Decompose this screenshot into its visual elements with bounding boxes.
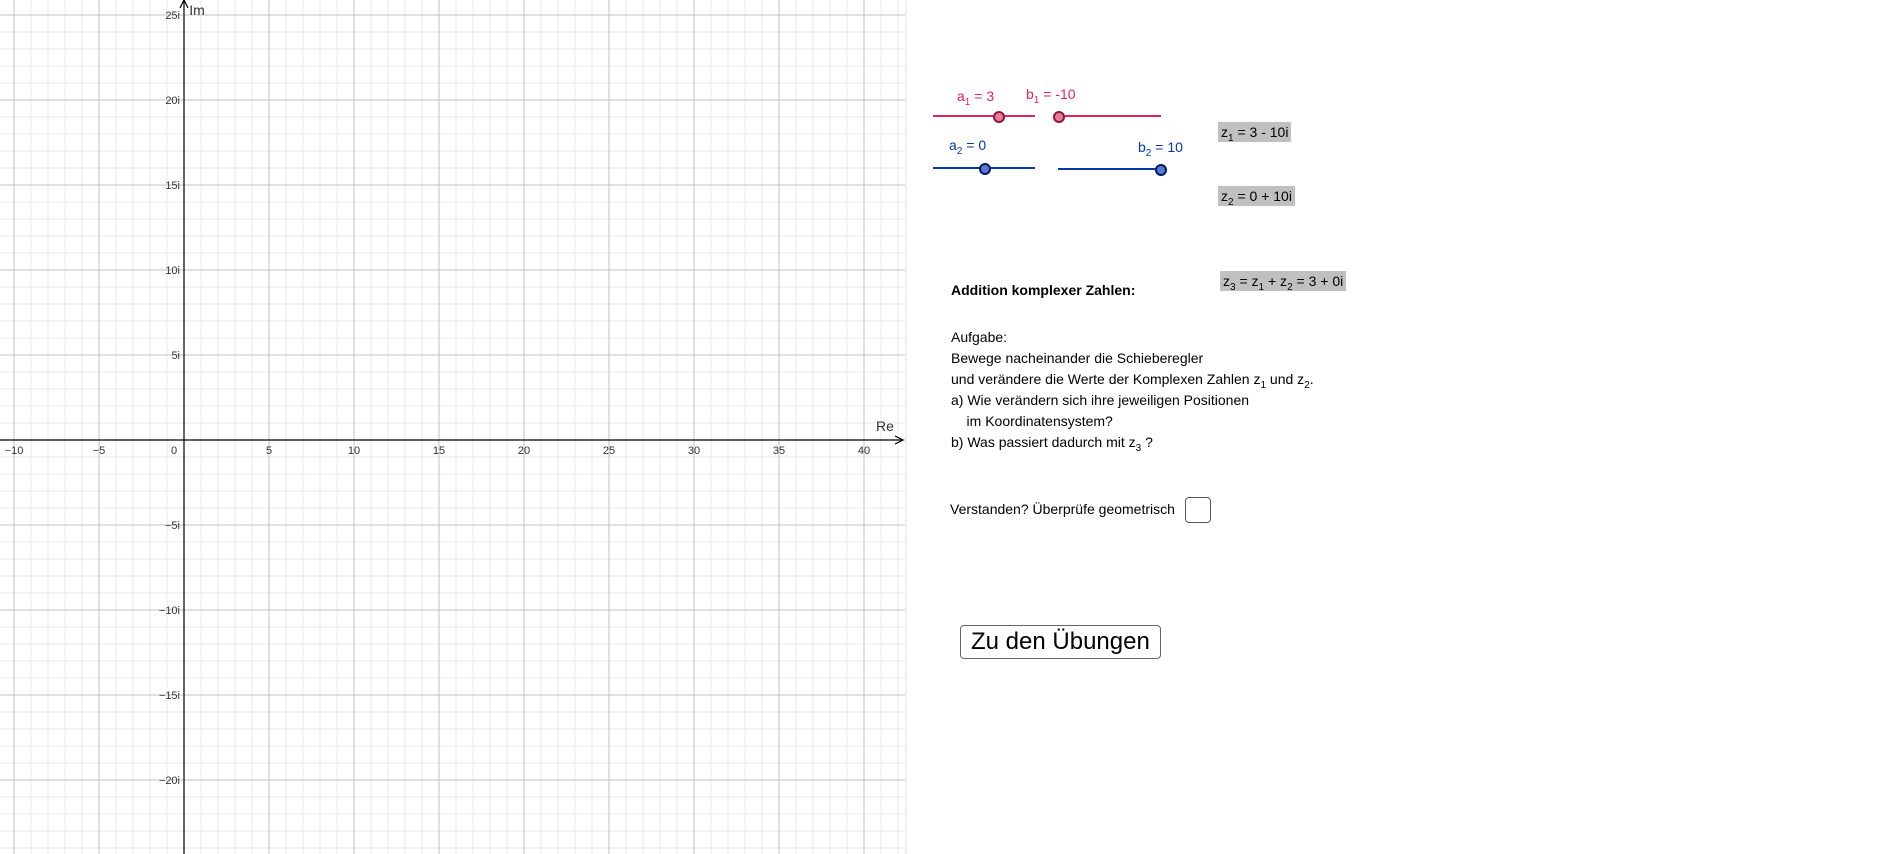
check-geometric-checkbox[interactable] [1185,497,1211,523]
x-tick-label: 10 [347,445,361,457]
x-axis-label: Re [876,418,894,434]
axes [0,0,903,854]
check-label: Verstanden? Überprüfe geometrisch [950,501,1175,517]
y-tick-label: 25i [165,10,180,22]
x-tick-label: 20 [517,445,531,457]
x-tick-label: 35 [772,445,786,457]
x-tick-label: −10 [4,445,24,457]
slider-a1-track[interactable] [933,115,1035,117]
slider-a2-handle[interactable] [979,163,991,175]
heading: Addition komplexer Zahlen: [951,282,1136,298]
task-text: Aufgabe: Bewege nacheinander die Schieberegler und verändere die Werte der Komplexen Zahlen $z_1$ und $z_2$. a) Wie verändern sich ihre jeweiligen Positionen im Koordinatensystem? b) Was passiert dadurch mit $z_3$ ? [951,329,1314,454]
y-tick-label: 20i [165,95,180,107]
x-tick-label: −5 [92,445,106,457]
slider-b1-label: $b_1 = -10$ [1026,86,1076,106]
y-tick-label: −20i [158,775,180,787]
y-tick-label: −15i [158,690,180,702]
x-tick-label: 30 [687,445,701,457]
exercises-button[interactable]: Zu den Übungen [960,625,1161,659]
z3-value: $z_3 = z_1 + z_2 = 3 + 0i$ [1220,271,1346,291]
slider-a1-handle[interactable] [993,111,1005,123]
z2-value: $z_2 = 0 + 10i$ [1218,186,1295,206]
z1-value: $z_1 = 3 - 10i$ [1218,122,1291,142]
y-tick-label: 10i [165,265,180,277]
y-tick-label: 5i [171,350,180,362]
y-tick-label: −10i [158,605,180,617]
coordinate-graph[interactable] [0,0,905,854]
panel-divider [905,0,907,854]
major-grid [0,0,905,854]
x-tick-label: 15 [432,445,446,457]
x-tick-label: 40 [857,445,871,457]
x-tick-label: 25 [602,445,616,457]
slider-a2-label: $a_2 = 0$ [949,137,987,157]
minor-grid [0,0,905,854]
slider-b2-track[interactable] [1058,168,1162,170]
tick-labels [5,2,894,787]
slider-b1-track[interactable] [1057,115,1161,117]
slider-a1-label: $a_1 = 3$ [957,88,995,108]
y-tick-label: −5i [165,520,180,532]
slider-b2-handle[interactable] [1155,164,1167,176]
y-tick-label: 15i [165,180,180,192]
x-tick-label: 5 [265,445,273,457]
y-axis-label: Im [189,2,205,18]
x-tick-label: 0 [170,445,178,457]
slider-b1-handle[interactable] [1053,111,1065,123]
slider-b2-label: $b_2 = 10$ [1138,139,1183,159]
